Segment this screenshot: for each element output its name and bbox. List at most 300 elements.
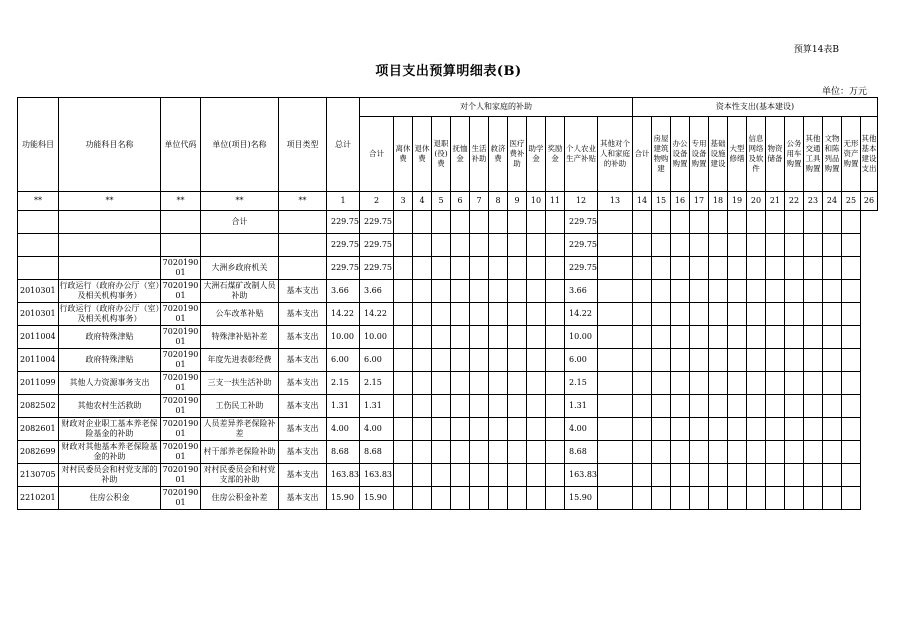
cell-empty: [413, 303, 432, 326]
cell-empty: [432, 326, 451, 349]
cell-empty: [690, 395, 709, 418]
cell-danwei-name: 大洲乡政府机关: [201, 257, 279, 280]
cell-empty: [489, 303, 508, 326]
cell-empty: [451, 211, 470, 234]
cell-empty: [709, 303, 728, 326]
cell-xiangmu-type: 基本支出: [279, 418, 327, 441]
cell-empty: [728, 257, 747, 280]
cell-empty: [747, 349, 766, 372]
cell-empty: [394, 487, 413, 510]
cell-gongneng-code: [18, 257, 59, 280]
cell-empty: [489, 326, 508, 349]
index-cell: **: [279, 192, 327, 211]
cell-empty: [470, 464, 489, 487]
index-cell: 7: [470, 192, 489, 211]
cell-empty: [633, 211, 652, 234]
cell-empty: [766, 395, 785, 418]
cell-empty: [804, 211, 823, 234]
cell-danwei-name: 村干部养老保险补助: [201, 441, 279, 464]
cell-empty: [432, 303, 451, 326]
cell-empty: [470, 487, 489, 510]
cell-empty: [804, 257, 823, 280]
cell-empty: [652, 303, 671, 326]
cell-empty: [747, 326, 766, 349]
cell-empty: [451, 280, 470, 303]
cell-empty: [451, 395, 470, 418]
cell-total: 6.00: [327, 349, 360, 372]
cell-danwei-name: 三支一扶生活补助: [201, 372, 279, 395]
cell-empty: [451, 349, 470, 372]
cell-empty: [527, 257, 546, 280]
cell-empty: [432, 234, 451, 257]
cell-empty: [766, 326, 785, 349]
cell-empty: [394, 441, 413, 464]
cell-empty: [785, 372, 804, 395]
cell-empty: [508, 487, 527, 510]
cell-empty: [489, 441, 508, 464]
cell-personal-total: 8.68: [360, 441, 394, 464]
cell-empty: [633, 372, 652, 395]
col-header-personal-2: 退休费: [413, 117, 432, 192]
cell-empty: [823, 303, 842, 326]
table-row: [18, 418, 878, 441]
col-header-capital-11: 无形资产购置: [842, 117, 861, 192]
cell-empty: [823, 280, 842, 303]
col-header-capital-5: 大型修缮: [728, 117, 747, 192]
cell-empty: [709, 395, 728, 418]
cell-empty: [785, 303, 804, 326]
index-cell: 13: [598, 192, 633, 211]
index-cell: **: [161, 192, 201, 211]
table-code: 预算14表B: [793, 45, 839, 55]
cell-empty: [823, 234, 842, 257]
cell-gongneng-code: 2011004: [18, 326, 59, 349]
cell-empty: [709, 487, 728, 510]
cell-empty: [842, 418, 861, 441]
cell-empty: [766, 441, 785, 464]
index-cell: 8: [489, 192, 508, 211]
cell-empty: [671, 303, 690, 326]
col-header-personal-3: 退职(役)费: [432, 117, 451, 192]
cell-empty: [470, 211, 489, 234]
cell-empty: [652, 211, 671, 234]
cell-empty: [546, 349, 565, 372]
cell-total: 15.90: [327, 487, 360, 510]
cell-empty: [508, 280, 527, 303]
cell-empty: [652, 418, 671, 441]
cell-empty: [546, 234, 565, 257]
cell-personal-other: 8.68: [565, 441, 598, 464]
cell-empty: [598, 372, 633, 395]
index-cell: 12: [565, 192, 598, 211]
cell-gongneng-code: 2010301: [18, 303, 59, 326]
index-cell: 26: [861, 192, 878, 211]
cell-personal-total: 6.00: [360, 349, 394, 372]
cell-gongneng-name: 其他农村生活救助: [59, 395, 161, 418]
cell-empty: [432, 464, 451, 487]
cell-gongneng-name: 住房公积金: [59, 487, 161, 510]
cell-empty: [633, 326, 652, 349]
cell-empty: [766, 234, 785, 257]
index-cell: **: [18, 192, 59, 211]
table-row: [18, 395, 878, 418]
cell-empty: [671, 349, 690, 372]
cell-empty: [633, 487, 652, 510]
cell-xiangmu-type: 基本支出: [279, 487, 327, 510]
cell-empty: [823, 326, 842, 349]
cell-empty: [823, 257, 842, 280]
cell-personal-other: 6.00: [565, 349, 598, 372]
col-header-personal-5: 生活补助: [470, 117, 489, 192]
cell-empty: [432, 211, 451, 234]
cell-danwei-code: 702019001: [161, 464, 201, 487]
cell-total: 2.15: [327, 372, 360, 395]
cell-empty: [728, 418, 747, 441]
cell-empty: [804, 464, 823, 487]
cell-empty: [804, 487, 823, 510]
cell-empty: [413, 280, 432, 303]
cell-empty: [728, 464, 747, 487]
cell-total: 3.66: [327, 280, 360, 303]
cell-empty: [451, 326, 470, 349]
cell-empty: [546, 418, 565, 441]
cell-personal-other: 229.75: [565, 211, 598, 234]
cell-empty: [842, 280, 861, 303]
cell-danwei-name: 特殊津补贴补差: [201, 326, 279, 349]
cell-empty: [728, 280, 747, 303]
index-cell: 15: [652, 192, 671, 211]
cell-empty: [489, 234, 508, 257]
cell-empty: [508, 349, 527, 372]
cell-personal-total: 14.22: [360, 303, 394, 326]
group-header-capital: 资本性支出(基本建设): [633, 98, 878, 117]
cell-empty: [652, 326, 671, 349]
cell-empty: [671, 418, 690, 441]
cell-empty: [709, 349, 728, 372]
cell-xiangmu-type: [279, 211, 327, 234]
cell-empty: [432, 280, 451, 303]
cell-danwei-name: 住房公积金补差: [201, 487, 279, 510]
cell-empty: [394, 395, 413, 418]
cell-empty: [451, 372, 470, 395]
cell-empty: [842, 441, 861, 464]
cell-empty: [527, 464, 546, 487]
cell-danwei-name: 大洲石煤矿改制人员补助: [201, 280, 279, 303]
cell-empty: [747, 280, 766, 303]
col-header-gongneng-code: 功能科目: [18, 98, 59, 192]
cell-empty: [546, 395, 565, 418]
cell-empty: [842, 257, 861, 280]
cell-personal-total: 1.31: [360, 395, 394, 418]
cell-empty: [804, 441, 823, 464]
cell-xiangmu-type: [279, 234, 327, 257]
table-row: [18, 372, 878, 395]
cell-xiangmu-type: 基本支出: [279, 349, 327, 372]
cell-empty: [489, 257, 508, 280]
cell-empty: [709, 441, 728, 464]
cell-empty: [489, 464, 508, 487]
cell-empty: [766, 211, 785, 234]
cell-danwei-name: 年度先进表彰经费: [201, 349, 279, 372]
cell-empty: [413, 211, 432, 234]
table-row: [18, 280, 878, 303]
col-header-capital-7: 物资储备: [766, 117, 785, 192]
index-cell: 9: [508, 192, 527, 211]
cell-danwei-code: [161, 211, 201, 234]
cell-empty: [432, 372, 451, 395]
cell-empty: [546, 441, 565, 464]
index-cell: 21: [766, 192, 785, 211]
cell-personal-total: 163.83: [360, 464, 394, 487]
cell-empty: [527, 372, 546, 395]
index-cell: 14: [633, 192, 652, 211]
cell-empty: [842, 487, 861, 510]
cell-empty: [470, 418, 489, 441]
cell-empty: [394, 257, 413, 280]
table-row: [18, 257, 878, 280]
col-header-danwei-name: 单位(项目)名称: [201, 98, 279, 192]
cell-empty: [671, 464, 690, 487]
cell-empty: [489, 349, 508, 372]
cell-empty: [470, 280, 489, 303]
cell-empty: [804, 372, 823, 395]
cell-empty: [432, 395, 451, 418]
cell-empty: [508, 464, 527, 487]
cell-xiangmu-type: 基本支出: [279, 441, 327, 464]
cell-empty: [527, 280, 546, 303]
cell-empty: [690, 418, 709, 441]
cell-personal-other: 229.75: [565, 257, 598, 280]
cell-personal-total: 2.15: [360, 372, 394, 395]
cell-empty: [785, 395, 804, 418]
cell-empty: [785, 280, 804, 303]
cell-empty: [394, 280, 413, 303]
cell-empty: [766, 257, 785, 280]
cell-danwei-name: 合计: [201, 211, 279, 234]
index-cell: 16: [671, 192, 690, 211]
cell-danwei-code: 702019001: [161, 418, 201, 441]
cell-danwei-code: [161, 234, 201, 257]
cell-empty: [747, 372, 766, 395]
cell-danwei-code: 702019001: [161, 372, 201, 395]
cell-empty: [508, 326, 527, 349]
cell-empty: [690, 280, 709, 303]
cell-empty: [652, 349, 671, 372]
cell-empty: [747, 418, 766, 441]
cell-empty: [451, 234, 470, 257]
cell-gongneng-name: 财政对其他基本养老保险基金的补助: [59, 441, 161, 464]
cell-empty: [766, 464, 785, 487]
cell-empty: [470, 326, 489, 349]
cell-empty: [508, 441, 527, 464]
cell-empty: [633, 303, 652, 326]
cell-empty: [652, 234, 671, 257]
cell-empty: [394, 211, 413, 234]
cell-empty: [508, 234, 527, 257]
col-header-capital-10: 文物和陈列品购置: [823, 117, 842, 192]
cell-empty: [394, 464, 413, 487]
cell-empty: [394, 372, 413, 395]
index-cell: 18: [709, 192, 728, 211]
col-header-danwei-code: 单位代码: [161, 98, 201, 192]
cell-empty: [470, 303, 489, 326]
cell-empty: [804, 303, 823, 326]
cell-personal-other: 10.00: [565, 326, 598, 349]
cell-gongneng-name: [59, 234, 161, 257]
cell-empty: [747, 487, 766, 510]
cell-danwei-name: 公车改革补贴: [201, 303, 279, 326]
col-header-personal-0: 合计: [360, 117, 394, 192]
col-header-total: 总计: [327, 98, 360, 192]
cell-empty: [546, 257, 565, 280]
cell-empty: [413, 441, 432, 464]
cell-empty: [652, 487, 671, 510]
cell-gongneng-name: [59, 211, 161, 234]
cell-empty: [671, 326, 690, 349]
cell-empty: [598, 487, 633, 510]
cell-empty: [527, 211, 546, 234]
cell-empty: [728, 234, 747, 257]
cell-empty: [508, 303, 527, 326]
cell-empty: [451, 441, 470, 464]
cell-empty: [527, 395, 546, 418]
cell-empty: [842, 464, 861, 487]
cell-empty: [785, 211, 804, 234]
budget-table: [17, 97, 878, 510]
cell-empty: [508, 372, 527, 395]
cell-empty: [709, 326, 728, 349]
cell-gongneng-code: 2210201: [18, 487, 59, 510]
table-row: [18, 441, 878, 464]
cell-empty: [785, 441, 804, 464]
cell-empty: [842, 326, 861, 349]
cell-empty: [823, 487, 842, 510]
cell-empty: [633, 395, 652, 418]
cell-empty: [527, 441, 546, 464]
cell-empty: [527, 418, 546, 441]
cell-danwei-code: 702019001: [161, 280, 201, 303]
index-cell: 6: [451, 192, 470, 211]
cell-empty: [598, 326, 633, 349]
cell-empty: [394, 303, 413, 326]
index-cell: 1: [327, 192, 360, 211]
cell-empty: [546, 303, 565, 326]
cell-empty: [804, 326, 823, 349]
cell-personal-total: 3.66: [360, 280, 394, 303]
cell-empty: [785, 257, 804, 280]
cell-personal-other: 229.75: [565, 234, 598, 257]
cell-empty: [785, 326, 804, 349]
group-header-personal: 对个人和家庭的补助: [360, 98, 633, 117]
cell-empty: [728, 211, 747, 234]
cell-empty: [598, 441, 633, 464]
cell-personal-total: 229.75: [360, 211, 394, 234]
cell-empty: [842, 234, 861, 257]
cell-gongneng-name: 对村民委员会和村党支部的补助: [59, 464, 161, 487]
cell-empty: [489, 372, 508, 395]
cell-empty: [709, 211, 728, 234]
cell-empty: [671, 234, 690, 257]
cell-empty: [432, 487, 451, 510]
cell-empty: [652, 372, 671, 395]
index-cell: 4: [413, 192, 432, 211]
cell-empty: [671, 280, 690, 303]
cell-gongneng-name: 政府特殊津贴: [59, 349, 161, 372]
cell-empty: [451, 487, 470, 510]
cell-empty: [690, 487, 709, 510]
col-header-personal-11: 其他对个人和家庭的补助: [598, 117, 633, 192]
index-cell: 25: [842, 192, 861, 211]
cell-empty: [823, 464, 842, 487]
cell-empty: [728, 395, 747, 418]
cell-personal-total: 229.75: [360, 234, 394, 257]
cell-empty: [804, 418, 823, 441]
cell-empty: [690, 441, 709, 464]
table-row: [18, 234, 878, 257]
cell-gongneng-code: [18, 211, 59, 234]
cell-personal-other: 4.00: [565, 418, 598, 441]
cell-gongneng-name: 行政运行（政府办公厅（室）及相关机构事务）: [59, 280, 161, 303]
cell-empty: [394, 234, 413, 257]
col-header-capital-9: 其他交通工具购置: [804, 117, 823, 192]
cell-empty: [804, 349, 823, 372]
cell-empty: [546, 487, 565, 510]
cell-empty: [633, 280, 652, 303]
cell-empty: [709, 234, 728, 257]
cell-empty: [546, 326, 565, 349]
col-header-personal-7: 医疗费补助: [508, 117, 527, 192]
cell-personal-other: 15.90: [565, 487, 598, 510]
cell-empty: [690, 257, 709, 280]
cell-empty: [489, 418, 508, 441]
index-cell: 10: [527, 192, 546, 211]
cell-personal-other: 163.83: [565, 464, 598, 487]
cell-empty: [690, 303, 709, 326]
cell-empty: [766, 349, 785, 372]
cell-empty: [470, 257, 489, 280]
cell-xiangmu-type: 基本支出: [279, 395, 327, 418]
cell-empty: [728, 303, 747, 326]
cell-empty: [823, 211, 842, 234]
cell-empty: [671, 257, 690, 280]
cell-empty: [451, 257, 470, 280]
cell-empty: [489, 395, 508, 418]
cell-empty: [709, 280, 728, 303]
col-header-personal-8: 助学金: [527, 117, 546, 192]
cell-empty: [842, 303, 861, 326]
table-row: [18, 487, 878, 510]
cell-empty: [842, 211, 861, 234]
cell-total: 14.22: [327, 303, 360, 326]
col-header-capital-0: 合计: [633, 117, 652, 192]
cell-empty: [598, 303, 633, 326]
cell-empty: [546, 280, 565, 303]
cell-empty: [413, 349, 432, 372]
cell-empty: [413, 487, 432, 510]
index-cell: 17: [690, 192, 709, 211]
cell-empty: [785, 234, 804, 257]
cell-xiangmu-type: 基本支出: [279, 372, 327, 395]
cell-empty: [690, 349, 709, 372]
cell-empty: [598, 280, 633, 303]
cell-empty: [451, 464, 470, 487]
col-header-personal-1: 离休费: [394, 117, 413, 192]
cell-empty: [451, 303, 470, 326]
cell-xiangmu-type: 基本支出: [279, 303, 327, 326]
page-title: 项目支出预算明细表(B): [375, 64, 522, 79]
cell-total: 163.83: [327, 464, 360, 487]
cell-empty: [598, 257, 633, 280]
